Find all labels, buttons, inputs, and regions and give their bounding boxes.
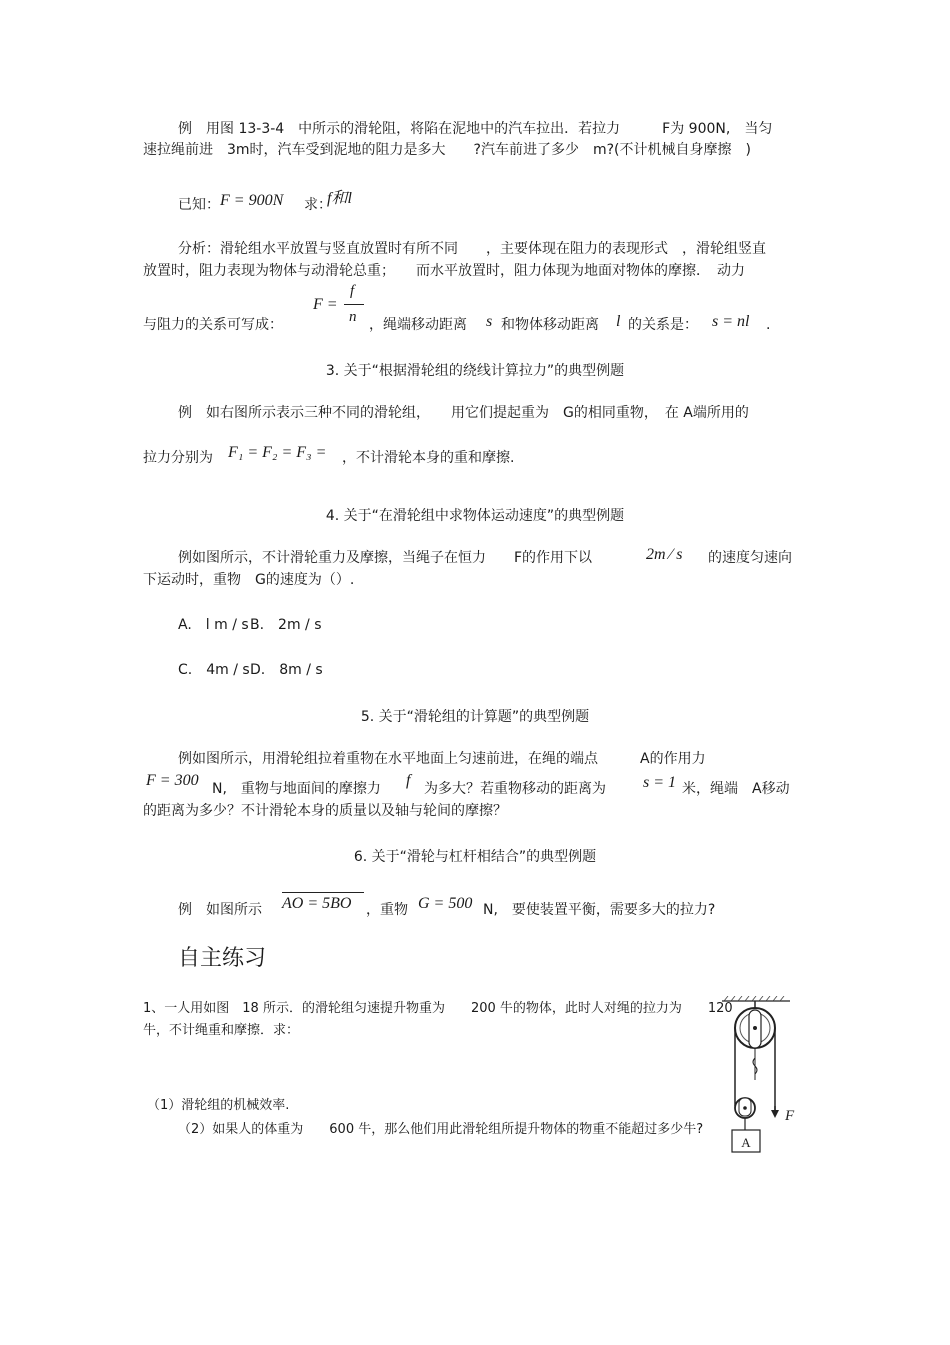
l-symbol: l xyxy=(616,313,621,330)
section5-f-symbol: f xyxy=(406,772,411,789)
subquestion-1: （1）滑轮组的机械效率. xyxy=(147,1098,290,1113)
section6-g500: G = 500 xyxy=(418,895,473,912)
section3-title: 3. 关于“根据滑轮组的绕线计算拉力”的典型例题 xyxy=(325,363,625,379)
analysis-line2: 放置时，阻力表现为物体与动滑轮总重； 而水平放置时，阻力体现为地面对物体的摩擦． 动力 xyxy=(143,263,745,279)
section5-title: 5. 关于“滑轮组的计算题”的典型例题 xyxy=(360,709,590,725)
analysis-line3b: ，绳端移动距离 xyxy=(369,317,467,333)
fraction-bar xyxy=(344,304,364,305)
ask-label: 求： xyxy=(304,197,332,213)
section5-line2c: 米，绳端 A移动 xyxy=(682,781,790,797)
section6-ao: AO = 5BO xyxy=(282,895,352,912)
question1-line1: 1、一人用如图 18 所示．的滑轮组匀速提升物重为 200 牛的物体，此时人对绳的拉力为 120 xyxy=(143,1001,733,1016)
subquestion-2: （2）如果人的体重为 600 牛，那么他们用此滑轮组所提升物体的物重不能超过多少牛? xyxy=(178,1122,704,1137)
section6-line1b: ，重物 xyxy=(366,902,408,918)
analysis-line1: 分析：滑轮组水平放置与竖直放置时有所不同 ，主要体现在阻力的表现形式 ，滑轮组竖直 xyxy=(178,241,766,257)
known-label: 已知： xyxy=(178,197,220,213)
section5-line2b: 为多大？若重物移动的距离为 xyxy=(424,781,606,797)
period: . xyxy=(766,317,771,333)
section3-line2b: ，不计滑轮本身的重和摩擦. xyxy=(342,450,515,466)
section5-line2a: N, 重物与地面间的摩擦力 xyxy=(212,781,381,797)
section4-line2: 下运动时，重物 G的速度为（）. xyxy=(143,572,355,588)
snl-formula: s = nl xyxy=(712,313,750,330)
section5-line1: 例如图所示，用滑轮组拉着重物在水平地面上匀速前进，在绳的端点 A的作用力 xyxy=(178,751,706,767)
option-b: B. 2m / s xyxy=(250,617,322,633)
section4-title: 4. 关于“在滑轮组中求物体运动速度”的典型例题 xyxy=(325,508,625,524)
section6-line1a: 例 如图所示 xyxy=(178,902,262,918)
question1-line2: 牛，不计绳重和摩擦．求： xyxy=(143,1023,300,1038)
weight-label: A xyxy=(741,1135,751,1150)
known-formula: F = 900N xyxy=(220,192,284,209)
section6-line1c: N, 要使装置平衡，需要多大的拉力? xyxy=(483,902,716,918)
option-d: D. 8m / s xyxy=(250,662,323,678)
section3-line1: 例 如右图所示表示三种不同的滑轮组， 用它们提起重为 G的相同重物， 在 A端所用的 xyxy=(178,405,749,421)
section5-line3: 的距离为多少？不计滑轮本身的质量以及轴与轮间的摩擦？ xyxy=(143,803,507,819)
fraction-lhs: F = xyxy=(313,296,338,313)
ask-formula: f和l xyxy=(327,190,352,207)
analysis-line3c: 和物体移动距离 xyxy=(501,317,599,333)
s-symbol: s xyxy=(486,313,493,330)
analysis-line3: 与阻力的关系可写成： xyxy=(143,317,283,333)
fraction-numerator: f xyxy=(350,283,355,299)
pulley-figure xyxy=(718,996,808,1158)
analysis-line3d: 的关系是： xyxy=(628,317,698,333)
option-c: C. 4m / s xyxy=(178,662,250,678)
practice-heading: 自主练习 xyxy=(178,946,267,971)
section3-line2a: 拉力分别为 xyxy=(143,450,213,466)
section4-line1a: 例如图所示，不计滑轮重力及摩擦，当绳子在恒力 F的作用下以 xyxy=(178,550,593,566)
section6-title: 6. 关于“滑轮与杠杆相结合”的典型例题 xyxy=(353,849,597,865)
ao-overline xyxy=(282,892,364,893)
section3-formula: F₁ = F₂ = F₃ = xyxy=(228,444,327,461)
section4-speed: 2m ∕ s xyxy=(646,546,683,563)
ex1-line1: 例 用图 13-3-4 中所示的滑轮阻，将陷在泥地中的汽车拉出．若拉力 F为 900N, 当匀 xyxy=(178,121,773,137)
section5-s1: s = 1 xyxy=(643,774,677,791)
option-a: A. l m / s xyxy=(178,617,249,633)
ex1-line2: 速拉绳前进 3m时，汽车受到泥地的阻力是多大 ?汽车前进了多少 m?(不计机械自身摩擦 ) xyxy=(143,142,751,158)
section5-f300: F = 300 xyxy=(146,772,199,789)
fraction-denominator: n xyxy=(349,309,357,325)
force-label: F xyxy=(785,1108,795,1124)
section4-line1b: 的速度匀速向 xyxy=(708,550,792,566)
